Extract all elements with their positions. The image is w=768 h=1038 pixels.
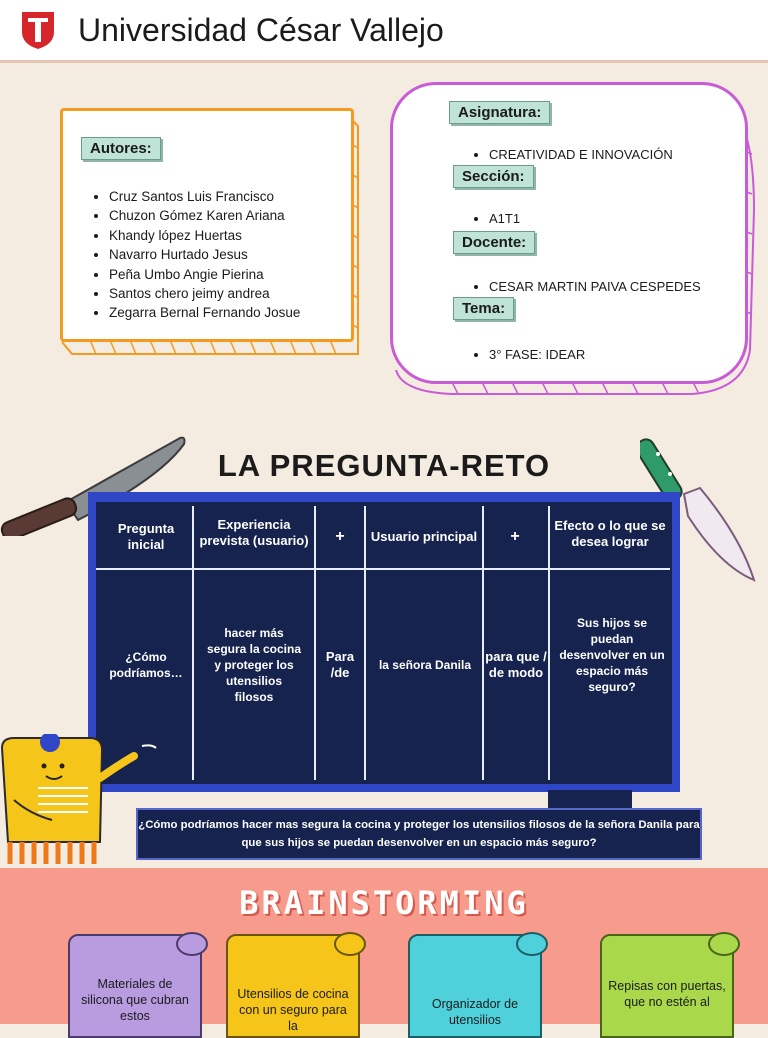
author-item: • Khandy lópez Huertas: [109, 226, 300, 245]
body-cell-connector: para que / de modo: [485, 649, 547, 680]
header-cell-expected-experience: Experiencia prevista (usuario): [199, 517, 309, 548]
header-cell-desired-effect: Efecto o lo que se desea lograr: [554, 518, 666, 549]
grid-line: [364, 506, 366, 780]
body-cell-desired-effect: Sus hijos se puedan desenvolver en un espacio más seguro?: [559, 616, 665, 694]
authors-label: Autores:: [81, 137, 161, 160]
section-label: Sección:: [453, 165, 534, 188]
body-cell-connector: Para /de: [325, 649, 355, 680]
header-divider: [0, 60, 768, 63]
authors-card: [60, 108, 354, 342]
brainstorming-title: BRAINSTORMING: [239, 884, 529, 922]
topic-value: • 3° FASE: IDEAR: [489, 347, 585, 362]
challenge-title: LA PREGUNTA-RETO: [217, 448, 551, 483]
author-item: • Chuzon Gómez Karen Ariana: [109, 206, 300, 225]
author-item: • Zegarra Bernal Fernando Josue: [109, 303, 300, 322]
teacher-label: Docente:: [453, 231, 535, 254]
body-cell-initial-question: ¿Cómo podríamos…: [109, 650, 183, 680]
subject-value: • CREATIVIDAD E INNOVACIÓN: [489, 147, 673, 162]
course-info-card: [390, 82, 748, 384]
idea-scroll-1: [68, 934, 202, 1038]
body-cell-expected-experience: hacer más segura la cocina y proteger los utensilios filosos: [206, 626, 302, 704]
university-title: Universidad César Vallejo: [78, 12, 444, 48]
chalkboard-stand: [548, 790, 632, 810]
author-item: • Santos chero jeimy andrea: [109, 284, 300, 303]
ucv-logo-icon: [20, 10, 56, 50]
grid-line: [96, 568, 670, 570]
header-cell-plus: +: [335, 528, 345, 545]
grid-line: [192, 506, 194, 780]
teacher-list: [471, 279, 701, 294]
scroll-curl-icon: [516, 932, 548, 956]
authors-list: [91, 187, 300, 323]
idea-text-4: Repisas con puertas, que no estén al: [608, 979, 726, 1009]
author-item: • Peña Umbo Angie Pierina: [109, 265, 300, 284]
idea-scroll-2: [226, 934, 360, 1038]
idea-scroll-4: [600, 934, 734, 1038]
header-cell-plus: +: [510, 528, 520, 545]
idea-text-1: Materiales de silicona que cubran estos: [81, 977, 189, 1023]
subject-list: [471, 147, 673, 162]
scroll-curl-icon: [176, 932, 208, 956]
author-item: • Cruz Santos Luis Francisco: [109, 187, 300, 206]
teacher-value: • CESAR MARTIN PAIVA CESPEDES: [489, 279, 701, 294]
subject-label: Asignatura:: [449, 101, 550, 124]
author-item: • Navarro Hurtado Jesus: [109, 245, 300, 264]
topic-label: Tema:: [453, 297, 514, 320]
idea-text-3: Organizador de utensilios: [431, 997, 519, 1027]
section-list: [471, 211, 520, 226]
topic-list: [471, 347, 585, 362]
scroll-curl-icon: [708, 932, 740, 956]
body-cell-main-user: la señora Danila: [378, 658, 472, 672]
full-question-box: ¿Cómo podríamos hacer mas segura la cocina y proteger los utensilios filosos de la señora Danila para que sus hijos se puedan desenvolver en un espacio más seguro?: [136, 808, 702, 860]
idea-scroll-3: [408, 934, 542, 1038]
section-value: • A1T1: [489, 211, 520, 226]
header-cell-main-user: Usuario principal: [370, 529, 478, 544]
scroll-curl-icon: [334, 932, 366, 956]
idea-text-2: Utensilios de cocina con un seguro para la: [237, 987, 349, 1033]
grid-line: [548, 506, 550, 780]
header-cell-initial-question: Pregunta inicial: [117, 521, 175, 552]
